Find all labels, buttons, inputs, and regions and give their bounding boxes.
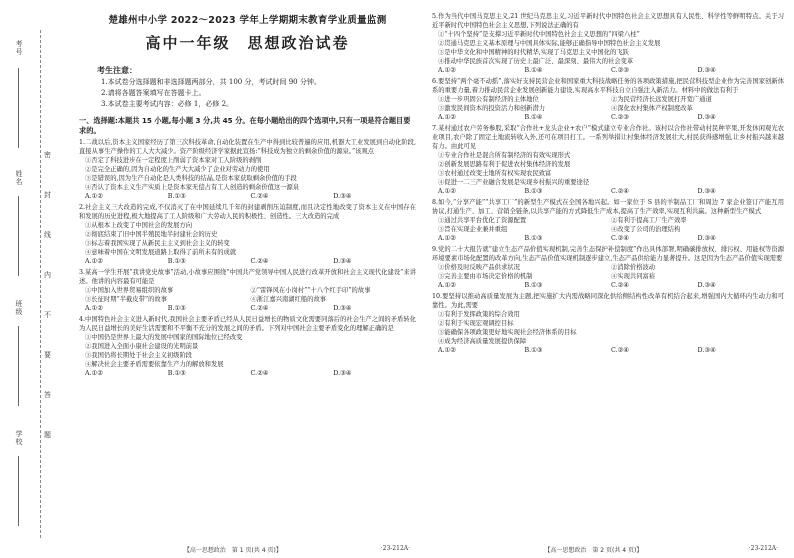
question-list — [428, 12, 788, 355]
answer-option: D.③④ — [697, 235, 716, 242]
footer-code: ·23-212A· — [380, 545, 410, 552]
question-statement: ②我国进入全面小康社会建设的光明前景 — [85, 343, 199, 350]
question-statement: ④否认了资本主义生产实质上是资本家无偿占有工人创造的剩余价值这一源泉 — [85, 184, 300, 191]
question-statement: ②贯通马克思主义基本原理与中国具体实际,能够正确指导中国特色社会主义发展 — [438, 40, 661, 47]
statement-grid — [432, 95, 784, 113]
question-statement: ④浙江嘉兴南湖红船的故事 — [250, 296, 327, 303]
question-statement: ①中国加入世界贸易组织的故事 — [85, 287, 174, 294]
margin-label-class: 班级 — [15, 300, 23, 316]
notice-item: 2.请将各题答案填写在答题卡上。 — [101, 89, 206, 97]
question-stem: 1.二战以后,资本主义国家经历了第三次科技革命,自动化装置在生产中得到比较普遍的应用,机器大工业发展到自动化阶段,直接从事生产操作的工人大大减少。资产阶级经济学家据此宣扬:“科技成为独立的剩余价值的源泉。”该观点 — [79, 139, 416, 155]
footer-page-label: 【高一思想政治 第 1 页(共 4 页)】 — [183, 547, 282, 554]
question-statement: ②创新发展思路有利于促进农村集体经济的发展 — [438, 161, 571, 168]
question — [79, 203, 416, 266]
answer-option: C.②④ — [250, 370, 269, 377]
answer-option: B.①③ — [524, 188, 543, 195]
answer-options — [432, 187, 784, 196]
answer-option: A.①② — [438, 67, 456, 74]
answer-option: C.②④ — [611, 347, 629, 354]
answer-option: D.③④ — [333, 258, 352, 265]
answer-options — [79, 369, 416, 378]
footer-page-label: 【高一思想政治 第 2 页(共 4 页)】 — [544, 547, 643, 554]
question-statement: ④深化农村集体产权制度改革 — [611, 105, 693, 112]
question — [79, 138, 416, 201]
seal-char: 答 — [44, 391, 51, 399]
question-statement: ①有利于发挥政策的综合效用 — [438, 311, 520, 318]
question-stem: 3.某高一学生开展“我讲党史故事”活动,小故事应围绕“中国共产党领导中国人民进行改革开放和社会主义现代化建设”来讲述。他讲的内容最有可能是 — [79, 269, 416, 285]
question-statement: ④意味着中国在文明发展道路上取得了前所未有的成就 — [85, 249, 237, 256]
question-statement: ①价格及时反映产品供求状况 — [438, 264, 520, 271]
question-statement: ③能确保各项政策更好地实现社会经济体系的目标 — [438, 329, 577, 336]
question-statement: ②有利于实现宏观调控目标 — [438, 320, 514, 327]
answer-option: C.②③ — [611, 67, 629, 74]
question-statement: ③完善主要由市场决定价格的机制 — [438, 273, 533, 280]
answer-option: A.①② — [85, 305, 103, 312]
answer-option: B.①③ — [167, 370, 186, 377]
question-statement: ①否定了科技进步在一定程度上削弱了资本家对工人阶级的剥削 — [85, 157, 262, 164]
question-statement: ①专业合作社是混合所有制经济的有效实现形式 — [438, 152, 571, 159]
question-stem: 8.如今,“分享产能”“共享工厂”的新型生产模式在全国各地兴起。如一家位于 S 县的羊制品工厂和周边 7 家企业签订产能互用协议,打通生产、加工、营销全链条,以共享产能的方式降低生产成本,提高了生产效率,实现互利共赢。这种新型生产模式 — [432, 199, 784, 215]
question-stem: 10.要坚持以推动高质量发展为主题,把实施扩大内需战略同深化供给侧结构性改革有机结合起来,增强国内大循环内生动力和可靠性。为此,需要 — [432, 293, 784, 309]
exam-number-blank — [18, 68, 19, 148]
exam-notice — [97, 65, 412, 110]
answer-options — [432, 281, 784, 290]
name-blank — [18, 196, 19, 276]
answer-option: B.①④ — [524, 114, 543, 121]
page-2 — [428, 0, 788, 558]
answer-option: D.③④ — [333, 193, 352, 200]
question-stem: 7.某村通过农户劳务参股,采取“合作社+龙头企业+农户”模式建立专业合作社。该村以合作社带动村民种苹果,开发休闲观光农业项目,农户除了固定土地流转收入外,还可在项目打工。一系列举措让村集体经济发展壮大,村民获得感增强,让乡村振兴越来越有力。由此可见 — [432, 125, 784, 150]
question-statement: ③旨在实现企业兼并重组 — [438, 226, 508, 233]
footer-code: ·23-212A· — [748, 545, 778, 552]
answer-option: C.②④ — [611, 235, 629, 242]
question-stem: 2.社会主义三大改造的完成,不仅消灭了在中国延续几千年的封建剥削压迫制度,而且决定性地改变了资本主义在中国存在和发展的历史进程,极大地提高了工人阶级和广大劳动人民的积极性、创造性。三大改造的完成 — [79, 204, 416, 220]
question-statement: ①通过共享平台优化了资源配置 — [438, 217, 527, 224]
question-statement: ②有利于提高工厂生产效率 — [611, 217, 687, 224]
margin-label-exam-number: 考号 — [15, 40, 23, 56]
question-stem: 9.党的二十大报告就“建立生态产品价值实现机制,完善生态保护补偿制度”作出具体部署,明确碳排放权、排污权、用能权等资源环境要素市场化配置的改革方向,生态产品价值实现机制逐步建立,生态产品供给能力显著提升。这是因为生态产品价值实现需要 — [432, 246, 784, 262]
page-footer — [428, 545, 788, 554]
answer-options — [432, 234, 784, 243]
notice-heading: 考生注意： — [97, 66, 137, 75]
class-blank — [18, 326, 19, 406]
question-statement: ④推动中华民族首次实现了历史上最广泛、最深刻、最伟大的社会变革 — [438, 58, 634, 65]
school-blank — [18, 456, 19, 526]
answer-option: A.①② — [438, 282, 456, 289]
answer-option: B.①③ — [524, 235, 543, 242]
question-statement: ①进一步巩固公有制经济的主体地位 — [438, 96, 539, 103]
answer-option: B.①④ — [524, 67, 543, 74]
question — [79, 315, 416, 378]
answer-options — [432, 346, 784, 355]
question-stem: 4.中国特色社会主义进入新时代,我国社会主要矛盾已经从人民日益增长的物质文化需要同落后的社会生产之间的矛盾转化为人民日益增长的美好生活需要和不平衡不充分的发展之间的矛盾。下列对中国社会主要矛盾变化的理解正确的是 — [79, 316, 416, 332]
question-statement: ②为民营经济长远发展打开宽广通道 — [611, 96, 712, 103]
answer-option: A.①② — [85, 370, 103, 377]
answer-option: D.③④ — [333, 370, 352, 377]
question-statement: ③我国仍将长期处于社会主义初级阶段 — [85, 352, 193, 359]
question-statement: ②彻底结束了旧中国半殖民地半封建社会的历史 — [85, 231, 218, 238]
question — [432, 198, 784, 243]
answer-option: B.①③ — [524, 282, 543, 289]
answer-option: B.①③ — [167, 305, 186, 312]
question-statement: ③激发民间资本的投资活力和创新潜力 — [438, 105, 546, 112]
question — [432, 12, 784, 75]
question-statement: ③长征时期“半截皮带”的故事 — [85, 296, 168, 303]
question-stem: 6.要坚持“两个毫不动摇”,落实好支持民营企业和国家重大科技战略任务的各项政策措施,把民营科技型企业作为完善国家创新体系的重要力量,着力推动民营企业发展创新能力建设,实现高水平科技自立自强注入新活力。材料中的做法有利于 — [432, 78, 784, 94]
answer-option: A.①② — [438, 188, 456, 195]
answer-option: D.③④ — [697, 67, 716, 74]
answer-option: A.①② — [438, 347, 456, 354]
answer-option: C.②④ — [250, 193, 269, 200]
exam-header: 楚雄州中小学 2022～2023 学年上学期期末教育学业质量监测 — [108, 15, 387, 26]
answer-option: A.①② — [85, 193, 103, 200]
answer-option: C.②④ — [250, 305, 269, 312]
answer-options — [79, 192, 416, 201]
seal-dashed-line — [40, 30, 41, 538]
page-footer — [75, 545, 420, 554]
question-statement: ④实现共同富裕 — [611, 273, 656, 280]
answer-option: C.②③ — [611, 114, 629, 121]
question — [432, 124, 784, 196]
question-list — [75, 138, 420, 378]
question-statement: ④成为经济高质量发展提供保障 — [438, 338, 527, 345]
question-statement: ④促进一二三产业融合发展是实现乡村振兴的重要途径 — [438, 179, 590, 186]
answer-options — [432, 66, 784, 75]
notice-item: 3.本试卷主要考试内容：必修 1，必修 2。 — [101, 100, 234, 108]
statement-grid — [432, 216, 784, 234]
margin-label-school: 学校 — [15, 430, 23, 446]
question — [432, 245, 784, 290]
question-statement: ①中国仍是世界上最大的发展中国家的国际地位已经改变 — [85, 334, 243, 341]
answer-options — [79, 304, 416, 313]
answer-option: D.③④ — [697, 188, 716, 195]
answer-options — [79, 257, 416, 266]
margin-label-name: 姓名 — [15, 170, 23, 186]
question-statement: ④解决社会主要矛盾需要依靠生产力的解放和发展 — [85, 361, 224, 368]
question-statement: ③是中华文化和中国精神的时代精华,实现了马克思主义中国化的飞跃 — [438, 49, 629, 56]
seal-char: 封 — [44, 191, 51, 199]
notice-item: 1.本试卷分选择题和非选择题两部分，共 100 分，考试时间 90 分钟。 — [101, 78, 321, 86]
answer-option: A.①② — [438, 235, 456, 242]
question — [432, 77, 784, 122]
question-statement: ①“十四个坚持”是支撑习近平新时代中国特色社会主义思想的“四梁八柱” — [438, 31, 640, 38]
answer-option: C.②④ — [611, 188, 629, 195]
binding-margin — [0, 0, 70, 558]
statement-grid — [432, 263, 784, 281]
seal-char: 题 — [44, 431, 51, 439]
seal-char: 不 — [44, 311, 51, 319]
section-heading: 一、选择题:本题共 15 小题,每小题 3 分,共 45 分。在每小题给出的四个选项中,只有一项是符合题目要求的。 — [79, 116, 411, 135]
page-1 — [75, 0, 420, 558]
question-statement: ④改变了公司的治理结构 — [611, 226, 681, 233]
answer-option: D.③④ — [333, 305, 352, 312]
seal-char: 内 — [44, 271, 51, 279]
question-statement: ③标志着我国实现了从新民主主义到社会主义的转变 — [85, 240, 230, 247]
seal-char: 线 — [44, 231, 51, 239]
question-statement: ②“雷锋风在小岗村”“十八个红手印”的故事 — [250, 287, 371, 294]
question-statement: ③农村通过改变土地所有权实现农民致富 — [438, 170, 552, 177]
question-statement: ①从根本上改变了中国社会的发展方向 — [85, 222, 193, 229]
answer-options — [432, 113, 784, 122]
statement-grid — [79, 286, 416, 304]
answer-option: A.①② — [438, 114, 456, 121]
exam-title: 高中一年级 思想政治试卷 — [145, 34, 350, 52]
question — [79, 268, 416, 313]
answer-option: B.①③ — [167, 258, 186, 265]
answer-option: A.①② — [85, 258, 103, 265]
seal-char: 要 — [44, 351, 51, 359]
answer-option: D.③④ — [697, 282, 716, 289]
answer-option: B.①③ — [524, 347, 543, 354]
question-statement: ②是完全正确的,因为自动化的生产大大减少了企业对劳动力的使用 — [85, 166, 270, 173]
question-statement: ③是错误的,因为生产自动化是人类科技的结晶,是资本家获取剩余价值的手段 — [85, 175, 297, 182]
question-statement: ②消除价格波动 — [611, 264, 656, 271]
answer-option: D.③④ — [697, 347, 716, 354]
answer-option: B.①③ — [167, 193, 186, 200]
question-stem: 5.作为当代中国马克思主义,21 世纪马克思主义,习近平新时代中国特色社会主义思想具有人民性、科学性等鲜明特点。关于习近平新时代中国特色社会主义思想,下列说法正确的有 — [432, 13, 784, 29]
answer-option: C.②④ — [611, 282, 629, 289]
answer-option: C.②④ — [250, 258, 269, 265]
question — [432, 292, 784, 355]
answer-option: D.③④ — [697, 114, 716, 121]
seal-char: 密 — [44, 151, 51, 159]
